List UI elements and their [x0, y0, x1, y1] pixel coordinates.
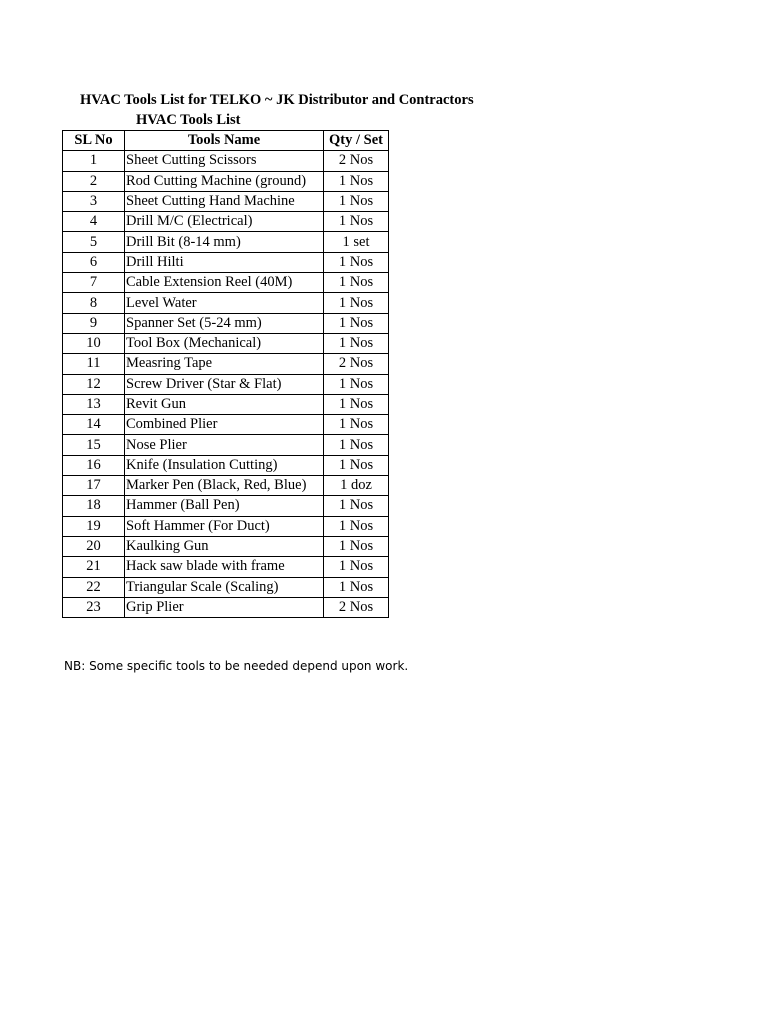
cell-sl-no: 17 — [63, 476, 125, 496]
cell-sl-no: 20 — [63, 536, 125, 556]
cell-qty: 1 Nos — [324, 415, 389, 435]
cell-qty: 1 Nos — [324, 313, 389, 333]
cell-sl-no: 5 — [63, 232, 125, 252]
cell-qty: 1 Nos — [324, 191, 389, 211]
cell-qty: 1 Nos — [324, 212, 389, 232]
table-row — [63, 212, 389, 232]
cell-tool-name: Marker Pen (Black, Red, Blue) — [125, 476, 324, 496]
table-row — [63, 516, 389, 536]
cell-sl-no: 4 — [63, 212, 125, 232]
cell-tool-name: Combined Plier — [125, 415, 324, 435]
cell-tool-name: Spanner Set (5-24 mm) — [125, 313, 324, 333]
table-row — [63, 252, 389, 272]
table-row — [63, 232, 389, 252]
cell-qty: 1 Nos — [324, 536, 389, 556]
cell-qty: 1 Nos — [324, 496, 389, 516]
cell-tool-name: Tool Box (Mechanical) — [125, 333, 324, 353]
cell-sl-no: 16 — [63, 455, 125, 475]
cell-tool-name: Nose Plier — [125, 435, 324, 455]
table-row — [63, 476, 389, 496]
cell-sl-no: 23 — [63, 597, 125, 617]
cell-tool-name: Triangular Scale (Scaling) — [125, 577, 324, 597]
table-row — [63, 415, 389, 435]
cell-qty: 1 Nos — [324, 171, 389, 191]
cell-qty: 1 Nos — [324, 516, 389, 536]
cell-tool-name: Screw Driver (Star & Flat) — [125, 374, 324, 394]
document-title: HVAC Tools List for TELKO ~ JK Distributor and Contractors — [80, 92, 474, 108]
table-row — [63, 496, 389, 516]
table-row — [63, 374, 389, 394]
cell-sl-no: 10 — [63, 333, 125, 353]
cell-sl-no: 18 — [63, 496, 125, 516]
header-sl-no: SL No — [63, 131, 125, 151]
cell-tool-name: Sheet Cutting Scissors — [125, 151, 324, 171]
cell-sl-no: 14 — [63, 415, 125, 435]
table-row — [63, 354, 389, 374]
table-row — [63, 313, 389, 333]
cell-tool-name: Level Water — [125, 293, 324, 313]
cell-sl-no: 19 — [63, 516, 125, 536]
table-header-row — [63, 131, 389, 151]
table-row — [63, 273, 389, 293]
cell-qty: 1 Nos — [324, 455, 389, 475]
cell-tool-name: Knife (Insulation Cutting) — [125, 455, 324, 475]
cell-sl-no: 21 — [63, 557, 125, 577]
cell-tool-name: Hack saw blade with frame — [125, 557, 324, 577]
cell-qty: 1 Nos — [324, 435, 389, 455]
cell-qty: 1 set — [324, 232, 389, 252]
cell-tool-name: Drill M/C (Electrical) — [125, 212, 324, 232]
cell-tool-name: Sheet Cutting Hand Machine — [125, 191, 324, 211]
cell-sl-no: 11 — [63, 354, 125, 374]
cell-qty: 1 Nos — [324, 394, 389, 414]
table-row — [63, 455, 389, 475]
cell-qty: 1 Nos — [324, 557, 389, 577]
cell-sl-no: 1 — [63, 151, 125, 171]
table-row — [63, 597, 389, 617]
header-qty-set: Qty / Set — [324, 131, 389, 151]
table-row — [63, 191, 389, 211]
table-row — [63, 577, 389, 597]
cell-tool-name: Kaulking Gun — [125, 536, 324, 556]
table-row — [63, 171, 389, 191]
cell-tool-name: Hammer (Ball Pen) — [125, 496, 324, 516]
table-row — [63, 557, 389, 577]
cell-qty: 1 doz — [324, 476, 389, 496]
cell-tool-name: Drill Hilti — [125, 252, 324, 272]
cell-tool-name: Drill Bit (8-14 mm) — [125, 232, 324, 252]
table-row — [63, 151, 389, 171]
table-row — [63, 435, 389, 455]
cell-qty: 1 Nos — [324, 252, 389, 272]
cell-sl-no: 6 — [63, 252, 125, 272]
cell-qty: 2 Nos — [324, 354, 389, 374]
table-row — [63, 536, 389, 556]
cell-qty: 1 Nos — [324, 577, 389, 597]
cell-sl-no: 13 — [63, 394, 125, 414]
cell-qty: 2 Nos — [324, 151, 389, 171]
cell-tool-name: Cable Extension Reel (40M) — [125, 273, 324, 293]
table-row — [63, 333, 389, 353]
cell-sl-no: 2 — [63, 171, 125, 191]
header-tools-name: Tools Name — [125, 131, 324, 151]
footnote: NB: Some specific tools to be needed depend upon work. — [64, 659, 409, 673]
cell-sl-no: 12 — [63, 374, 125, 394]
cell-qty: 1 Nos — [324, 293, 389, 313]
cell-tool-name: Measring Tape — [125, 354, 324, 374]
cell-qty: 2 Nos — [324, 597, 389, 617]
table-row — [63, 293, 389, 313]
cell-sl-no: 8 — [63, 293, 125, 313]
cell-tool-name: Revit Gun — [125, 394, 324, 414]
cell-tool-name: Grip Plier — [125, 597, 324, 617]
cell-sl-no: 22 — [63, 577, 125, 597]
tools-table — [62, 130, 389, 618]
cell-tool-name: Soft Hammer (For Duct) — [125, 516, 324, 536]
table-body — [63, 151, 389, 618]
cell-sl-no: 9 — [63, 313, 125, 333]
cell-sl-no: 3 — [63, 191, 125, 211]
table-title: HVAC Tools List — [136, 112, 241, 128]
cell-qty: 1 Nos — [324, 333, 389, 353]
cell-qty: 1 Nos — [324, 374, 389, 394]
cell-tool-name: Rod Cutting Machine (ground) — [125, 171, 324, 191]
cell-sl-no: 15 — [63, 435, 125, 455]
cell-sl-no: 7 — [63, 273, 125, 293]
table-row — [63, 394, 389, 414]
cell-qty: 1 Nos — [324, 273, 389, 293]
